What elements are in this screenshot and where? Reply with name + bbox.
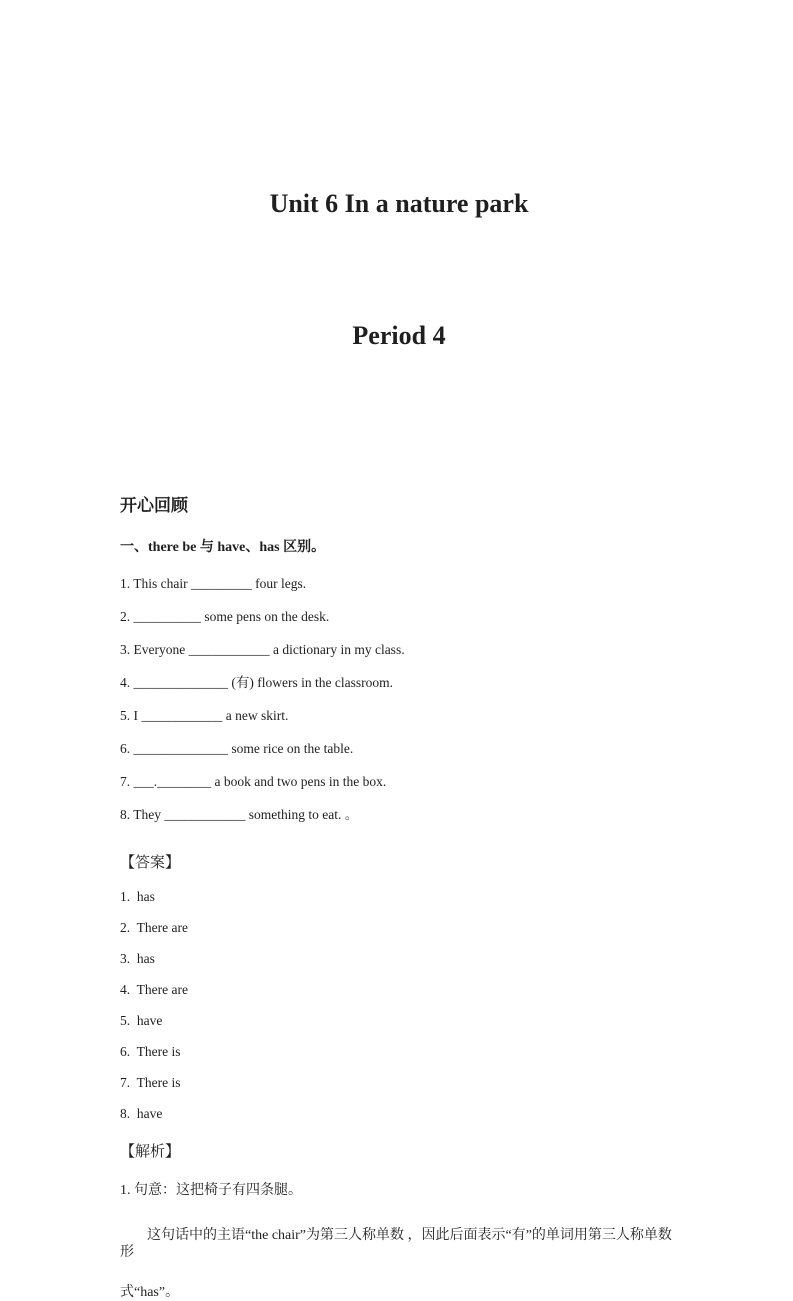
analysis-explanation-line-2: 式“has”。 (120, 1285, 180, 1300)
answer-4: 4. There are (120, 982, 188, 997)
answer-2: 2. There are (120, 920, 188, 935)
analysis-item-1: 1. 句意：这把椅子有四条腿。 (120, 1183, 302, 1198)
answer-list (120, 889, 678, 1137)
answer-5: 5. have (120, 1013, 163, 1028)
analysis-explanation-line-1: 这句话中的主语“the chair”为第三人称单数 ，因此后面表示“有”的单词用第三人称单数形 (120, 1228, 672, 1260)
section-heading-review: 开心回顾 (120, 496, 188, 515)
title-line-1: Unit 6 In a nature park (269, 189, 529, 218)
answer-7: 7. There is (120, 1075, 181, 1090)
answer-6: 6. There is (120, 1044, 181, 1059)
question-7: 7. ___.________ a book and two pens in the box. (120, 774, 387, 789)
answer-3: 3. has (120, 951, 155, 966)
question-6: 6. ______________ some rice on the table. (120, 741, 354, 756)
question-3: 3. Everyone ____________ a dictionary in my class. (120, 642, 405, 657)
question-4: 4. ______________ (有) flowers in the classroom. (120, 675, 393, 690)
answer-1: 1. has (120, 889, 155, 904)
page-content (0, 94, 793, 1301)
document-title (120, 94, 678, 446)
worksheet-page (0, 94, 793, 1300)
answer-8: 8. have (120, 1106, 163, 1121)
question-1: 1. This chair _________ four legs. (120, 576, 307, 591)
question-2: 2. __________ some pens on the desk. (120, 609, 330, 624)
question-list (120, 576, 678, 840)
analysis-label: 【解析】 (120, 1144, 181, 1160)
answers-label: 【答案】 (120, 855, 181, 871)
question-8: 8. They ____________ something to eat. 。 (120, 807, 359, 822)
title-line-2: Period 4 (352, 321, 446, 350)
question-5: 5. I ____________ a new skirt. (120, 708, 289, 723)
exercise-instruction: 一、there be 与 have、has 区别。 (120, 540, 326, 555)
